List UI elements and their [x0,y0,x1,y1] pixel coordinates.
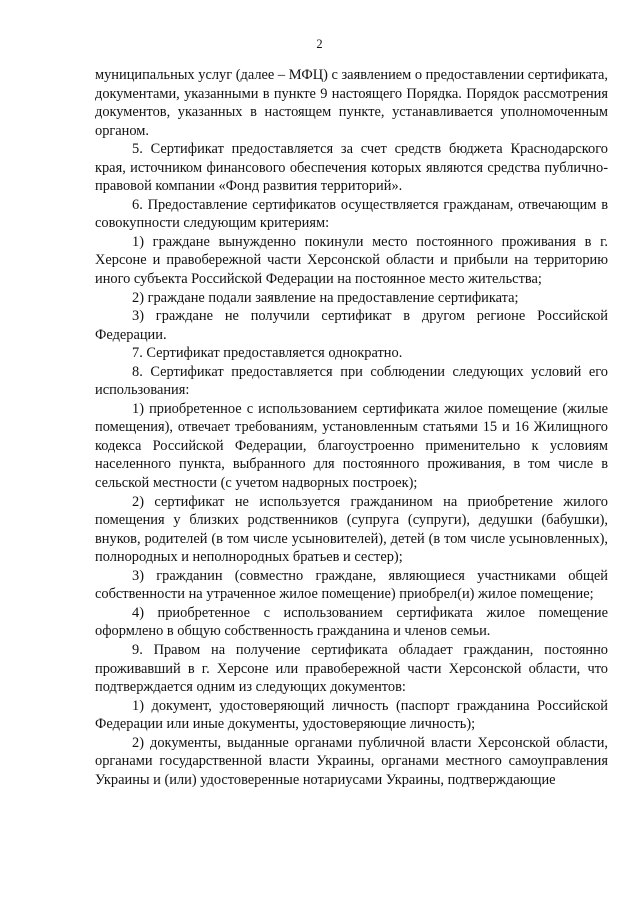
paragraph-continuation: муниципальных услуг (далее – МФЦ) с заявлением о предоставлении сертификата, документами, указанными в пункте 9 настоящего Порядка. Порядок рассмотрения документов, указанных в настоящем пункте, устанавливается уполномоченным органом. [95,67,608,139]
paragraph-item-7: 7. Сертификат предоставляется однократно. [132,345,403,362]
paragraph-8-subitem-2: 2) сертификат не используется гражданином на приобретение жилого помещения у близких родственников (супруга (супруги), дедушки (бабушки), внуков, родителей (в том числе усыновителей), детей (в том числе усыновленных), полнородных и неполнородных братьев и сестер); [95,493,608,566]
paragraph-6-subitem-3: 3) граждане не получили сертификат в другом регионе Российской Федерации. [95,308,608,343]
paragraph-item-5: 5. Сертификат предоставляется за счет средств бюджета Краснодарского края, источником финансового обеспечения которых являются средства публично-правовой компании «Фонд развития территорий». [95,141,608,195]
page-number: 2 [316,37,323,51]
paragraph-8-subitem-1: 1) приобретенное с использованием сертификата жилое помещение (жилые помещения), отвечает требованиям, установленным статьями 15 и 16 Жилищного кодекса Российской Федерации, благоустроенно применительно к условиям населенного пункта, выбранного для постоянного проживания, в том числе в сельской местности (с учетом надворных построек); [95,400,608,492]
paragraph-9-subitem-1: 1) документ, удостоверяющий личность (паспорт гражданина Российской Федерации или иные документы, удостоверяющие личность); [95,697,608,733]
paragraph-item-8: 8. Сертификат предоставляется при соблюдении следующих условий его использования: [95,363,608,399]
paragraph-8-subitem-4: 4) приобретенное с использованием сертификата жилое помещение оформлено в общую собственность гражданина и членов семьи. [95,604,608,640]
paragraph-6-subitem-1: 1) граждане вынужденно покинули место постоянного проживания в г. Херсоне и правобережной части Херсонской области и прибыли на территорию иного субъекта Российской Федерации на постоянное место жительства; [95,233,608,288]
paragraph-6-subitem-2: 2) граждане подали заявление на предоставление сертификата; [132,289,519,306]
paragraph-item-6: 6. Предоставление сертификатов осуществляется гражданам, отвечающим в совокупности следующим критериям: [95,196,608,232]
paragraph-item-9: 9. Правом на получение сертификата обладает гражданин, постоянно проживавший в г. Херсоне или правобережной части Херсонской области, что подтверждается одним из следующих документов: [95,641,608,696]
paragraph-9-subitem-2: 2) документы, выданные органами публичной власти Херсонской области, органами государственной власти Украины, органами местного самоуправления Украины и (или) удостоверенные нотариусами Украины, подтверждающие [95,734,608,788]
paragraph-8-subitem-3: 3) гражданин (совместно граждане, являющиеся участниками общей собственности на утраченное жилое помещение) приобрел(и) жилое помещение; [95,567,608,603]
document-body [95,66,608,789]
